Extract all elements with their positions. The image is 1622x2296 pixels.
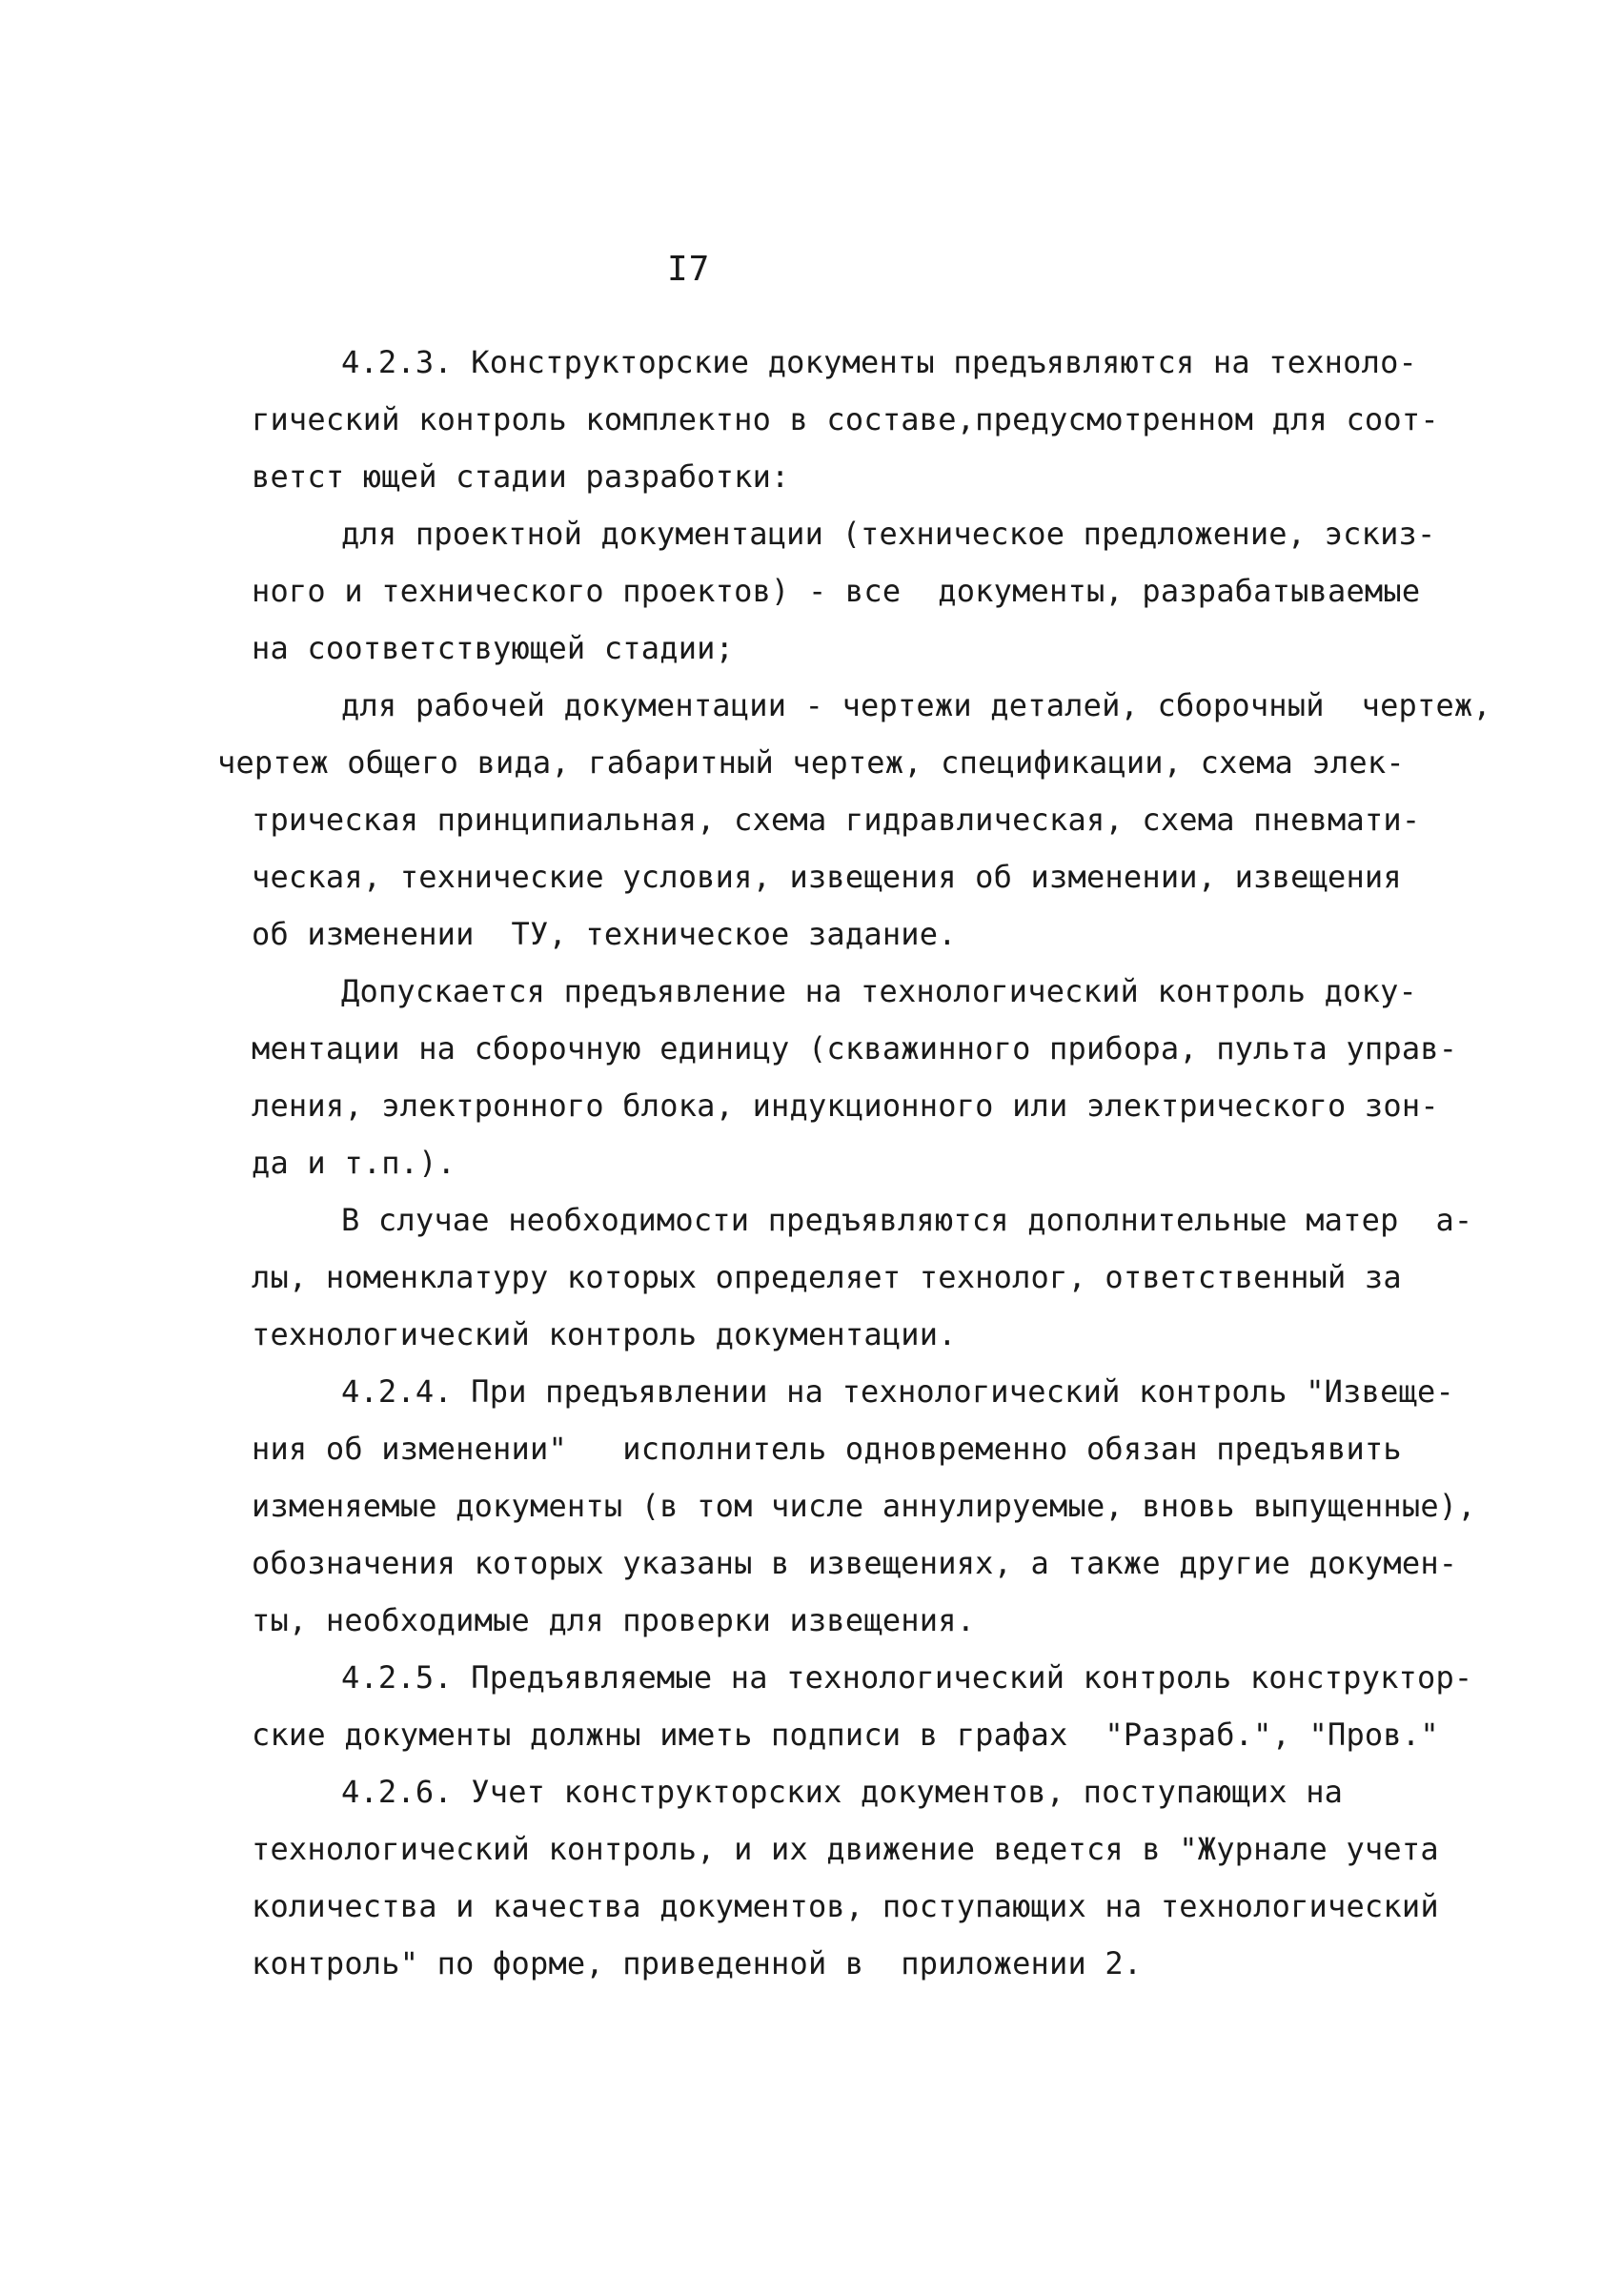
text-line-4-2-5: 4.2.5. Предъявляемые на технологический контроль конструктор- (341, 1659, 1473, 1696)
text-line: ментации на сборочную единицу (скважинного прибора, пульта управ- (252, 1030, 1458, 1067)
text-line: для рабочей документации - чертежи деталей, сборочный чертеж, (341, 687, 1491, 723)
text-line: ного и технического проектов) - все документы, разрабатываемые (252, 573, 1421, 609)
text-line: чертеж общего вида, габаритный чертеж, спецификации, схема элек- (217, 744, 1405, 781)
text-line: ветст ющей стадии разработки: (252, 458, 790, 495)
text-line: для проектной документации (техническое предложение, эскиз- (341, 516, 1436, 552)
text-line-4-2-6: 4.2.6. Учет конструкторских документов, поступающих на (341, 1774, 1344, 1810)
text-line: ские документы должны иметь подписи в графах "Разраб.", "Пров." (252, 1717, 1439, 1753)
text-line: обозначения которых указаны в извещениях, а также другие докумен- (252, 1545, 1458, 1581)
text-line: технологический контроль, и их движение ведется в "Журнале учета (252, 1831, 1439, 1867)
text-line: да и т.п.). (252, 1145, 456, 1181)
text-line: В случае необходимости предъявляются дополнительные матер а- (341, 1202, 1473, 1238)
text-line: изменяемые документы (в том числе аннулируемые, вновь выпущенные), (252, 1488, 1476, 1524)
document-body (217, 334, 1491, 1992)
text-line: контроль" по форме, приведенной в приложении 2. (252, 1945, 1143, 1981)
text-line: ты, необходимые для проверки извещения. (252, 1602, 976, 1638)
text-line: ческая, технические условия, извещения об изменении, извещения (252, 859, 1402, 895)
text-line: об изменении ТУ, техническое задание. (252, 916, 957, 952)
text-line: количества и качества документов, поступающих на технологический (252, 1888, 1439, 1924)
text-line: Допускается предъявление на технологический контроль доку- (341, 973, 1418, 1009)
page-number: I7 (667, 250, 711, 289)
text-line: лы, номенклатуру которых определяет технолог, ответственный за (252, 1259, 1402, 1295)
text-line-4-2-4: 4.2.4. При предъявлении на технологический контроль "Извеще- (341, 1373, 1454, 1410)
text-line: ления, электронного блока, индукционного или электрического зон- (252, 1087, 1439, 1124)
text-line: трическая принципиальная, схема гидравлическая, схема пневмати- (252, 802, 1421, 838)
text-line: технологический контроль документации. (252, 1316, 957, 1352)
text-line-4-2-3: 4.2.3. Конструкторские документы предъявляются на техноло- (341, 344, 1418, 380)
text-line: гический контроль комплектно в составе,предусмотренном для соот- (252, 401, 1439, 437)
text-line: на соответствующей стадии; (252, 630, 735, 666)
text-line: ния об изменении" исполнитель одновременно обязан предъявить (252, 1431, 1402, 1467)
